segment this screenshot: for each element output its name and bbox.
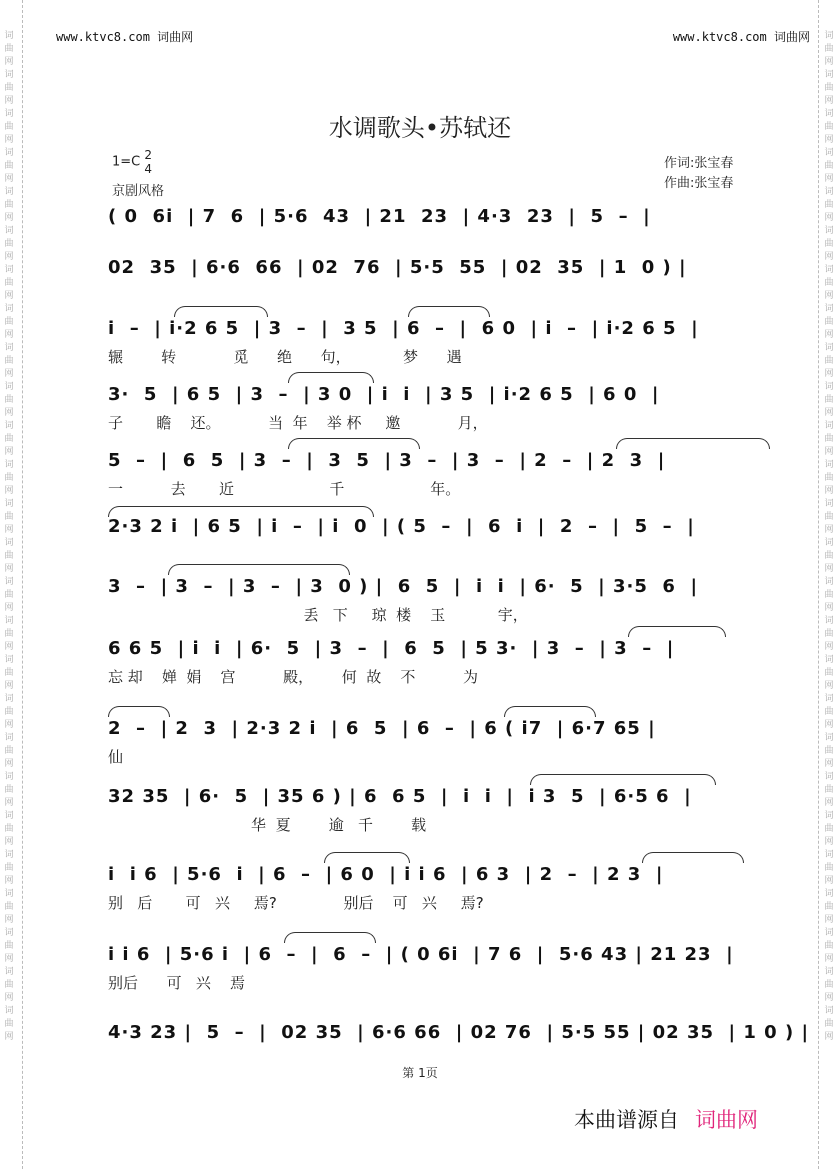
tie-mark	[324, 852, 410, 863]
score-row-11	[108, 864, 768, 924]
right-watermark-strip: 词曲网词曲网词曲网词曲网词曲网词曲网词曲网词曲网词曲网词曲网词曲网词曲网词曲网词曲网词曲网词曲网词曲网词曲网词曲网词曲网词曲网词曲网词曲网词曲网词曲网词曲网	[824, 31, 834, 1042]
tie-mark	[168, 564, 350, 575]
tie-mark	[408, 306, 490, 317]
notation: i i 6 | 5·6 i | 6 – | 6 – | ( 0 6i | 7 6 | 5·6 43 | 21 23 |	[108, 944, 734, 965]
notation: 3 – | 3 – | 3 – | 3 0 ) | 6 5 | i i | 6· 5 | 3·5 6 |	[108, 576, 699, 597]
header-watermark-right[interactable]	[673, 28, 810, 45]
score-row-3	[108, 318, 768, 378]
notation: 32 35 | 6· 5 | 35 6 ) | 6 6 5 | i i | i 3 5 | 6·5 6 |	[108, 786, 692, 807]
source-text: 本曲谱源自	[574, 1108, 679, 1132]
tie-mark	[284, 932, 376, 943]
key-signature	[112, 148, 152, 176]
lyrics: 一 去 近 千 年。	[108, 480, 461, 498]
lyrics: 丢 下 琼 楼 玉 宇，	[108, 606, 528, 624]
tie-mark	[174, 306, 268, 317]
lyrics: 仙	[108, 748, 124, 766]
left-watermark-strip: 词曲网词曲网词曲网词曲网词曲网词曲网词曲网词曲网词曲网词曲网词曲网词曲网词曲网词曲网词曲网词曲网词曲网词曲网词曲网词曲网词曲网词曲网词曲网词曲网词曲网词曲网	[4, 31, 14, 1042]
source-brand-link[interactable]: 词曲网	[695, 1108, 758, 1132]
notation: 6 6 5 | i i | 6· 5 | 3 – | 6 5 | 5 3· | 3 – | 3 – |	[108, 638, 675, 659]
style-label: 京剧风格	[112, 184, 165, 199]
composer-credit: 作曲:张宝春	[664, 176, 734, 191]
lyrics: 别后 可 兴 焉	[108, 974, 245, 992]
notation: 2 – | 2 3 | 2·3 2 i | 6 5 | 6 – | 6 ( i7 | 6·7 65 |	[108, 718, 656, 739]
source-credit[interactable]	[574, 1104, 758, 1134]
watermark-site-name: 词曲网	[157, 30, 194, 44]
lyrics: 辗 转 觅 绝 句， 梦 遇	[108, 348, 462, 366]
lyricist-credit: 作词:张宝春	[664, 156, 734, 171]
page-number: 第 1页	[402, 1066, 438, 1080]
tie-mark	[108, 706, 170, 717]
watermark-url[interactable]: www.ktvc8.com	[56, 30, 150, 44]
score-row-9	[108, 718, 768, 778]
score-row-4	[108, 384, 768, 444]
tie-mark	[288, 372, 374, 383]
time-sig-bottom: 4	[144, 162, 153, 176]
tie-mark	[642, 852, 744, 863]
notation: 3· 5 | 6 5 | 3 – | 3 0 | i i | 3 5 | i·2 6 5 | 6 0 |	[108, 384, 660, 405]
lyrics: 子 瞻 还。 当 年 举 杯 邀 月，	[108, 414, 488, 432]
notation: i i 6 | 5·6 i | 6 – | 6 0 | i i 6 | 6 3 | 2 – | 2 3 |	[108, 864, 664, 885]
notation: ( 0 6i | 7 6 | 5·6 43 | 21 23 | 4·3 23 | 5 – |	[108, 206, 651, 227]
tie-mark	[288, 438, 420, 449]
notation: 02 35 | 6·6 66 | 02 76 | 5·5 55 | 02 35 | 1 0 ) |	[108, 257, 687, 278]
lyrics: 忘 却 婵 娟 宫 殿， 何 故 不 为	[108, 668, 479, 686]
score-row-10	[108, 786, 768, 846]
score-row-12	[108, 944, 768, 1004]
watermark-url[interactable]: www.ktvc8.com	[672, 30, 767, 44]
notation: 2·3 2 i | 6 5 | i – | i 0 | ( 5 – | 6 i | 2 – | 5 – |	[108, 516, 695, 537]
key: 1=C	[112, 154, 141, 170]
time-sig-top: 2	[144, 148, 153, 162]
notation: 4·3 23 | 5 – | 02 35 | 6·6 66 | 02 76 | 5·5 55 | 02 35 | 1 0 ) |	[108, 1022, 810, 1043]
tie-mark	[504, 706, 596, 717]
tie-mark	[530, 774, 716, 785]
left-border-line	[22, 0, 23, 1169]
tie-mark	[616, 438, 770, 449]
time-signature	[144, 148, 152, 176]
notation: 5 – | 6 5 | 3 – | 3 5 | 3 – | 3 – | 2 – | 2 3 |	[108, 450, 666, 471]
score-row-8	[108, 638, 768, 698]
tie-mark	[628, 626, 726, 637]
song-title: 水调歌头•苏轼还	[328, 114, 512, 142]
lyrics: 华 夏 逾 千 载	[108, 816, 427, 834]
header-watermark-left[interactable]	[56, 28, 193, 45]
lyrics: 别 后 可 兴 焉? 别后 可 兴 焉?	[108, 894, 484, 912]
watermark-site-name: 词曲网	[773, 30, 810, 44]
score-row-5	[108, 450, 768, 510]
right-border-line	[818, 0, 819, 1169]
notation: i – | i·2 6 5 | 3 – | 3 5 | 6 – | 6 0 | i – | i·2 6 5 |	[108, 318, 699, 339]
